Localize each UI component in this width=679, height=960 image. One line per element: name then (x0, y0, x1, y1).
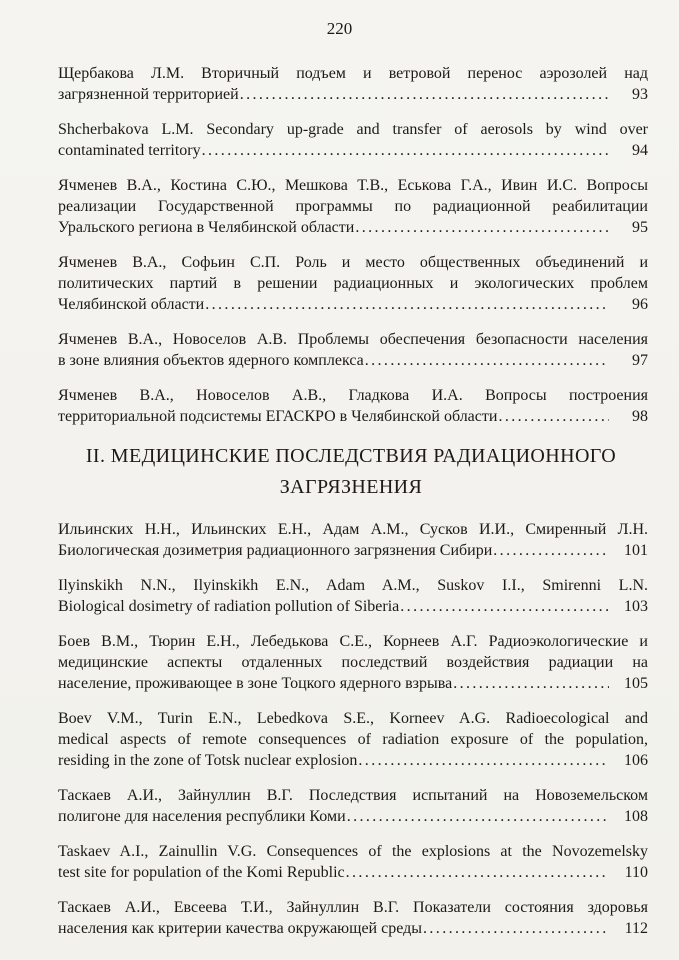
toc-entry-line: Щербакова Л.М. Вторичный подъем и ветровой перенос аэрозолей над (58, 65, 648, 82)
toc-entry-pagenum: 93 (632, 86, 648, 103)
dot-leader (365, 350, 609, 371)
toc-entry-pagenum: 103 (624, 598, 648, 615)
toc-entry-line: Таскаев А.И., Евсеева Т.И., Зайнуллин В.Г. Показатели состояния здоровья (58, 899, 648, 916)
toc-entry (58, 252, 648, 315)
dot-leader (358, 750, 609, 771)
toc-entry-lastline (58, 918, 648, 939)
toc-entry-line: загрязненной территорией (58, 86, 239, 103)
toc-entry (58, 63, 648, 105)
toc-entry-pagenum: 112 (624, 920, 648, 937)
toc-entry-pagenum: 95 (632, 219, 648, 236)
toc-entry-line: contaminated territory (58, 142, 201, 159)
dot-leader (346, 862, 609, 883)
toc-entry-lastline (58, 294, 648, 315)
dot-leader (205, 294, 609, 315)
toc-entry-line: residing in the zone of Totsk nuclear explosion (58, 752, 358, 769)
dot-leader (347, 806, 609, 827)
toc-entry-line: реализации Государственной программы по радиационной реабилитации (58, 198, 648, 215)
toc-entry-pagenum: 106 (624, 752, 648, 769)
toc-entry-lastline (58, 862, 648, 883)
toc-entry-pagenum: 94 (632, 142, 648, 159)
toc-entry (58, 897, 648, 939)
toc-entry-line: Ильинских Н.Н., Ильинских Е.Н., Адам А.М., Сусков И.И., Смиренный Л.Н. (58, 521, 648, 538)
toc-entry (58, 841, 648, 883)
toc-entry-line: Ячменев В.А., Софьин С.П. Роль и место общественных объединений и (58, 254, 648, 271)
toc-entry (58, 575, 648, 617)
section-heading: II. МЕДИЦИНСКИЕ ПОСЛЕДСТВИЯ РАДИАЦИОННОГО ЗАГРЯЗНЕНИЯ (85, 445, 617, 498)
toc-entry-pagenum: 96 (632, 296, 648, 313)
toc-entry (58, 175, 648, 238)
dot-leader (453, 673, 609, 694)
dot-leader (400, 596, 609, 617)
toc-entry-line: Ilyinskikh N.N., Ilyinskikh E.N., Adam A.M., Suskov I.I., Smirenni L.N. (58, 577, 648, 594)
toc-entry-pagenum: 97 (632, 352, 648, 369)
toc-entry-lastline (58, 350, 648, 371)
toc-entry-lastline (58, 217, 648, 238)
toc-entry-line: Ячменев В.А., Новоселов А.В., Гладкова И.А. Вопросы построения (58, 387, 648, 404)
toc-entry (58, 785, 648, 827)
toc-entry-lastline (58, 673, 648, 694)
toc-entry-line: Boev V.M., Turin E.N., Lebedkova S.E., Korneev A.G. Radioecological and (58, 710, 648, 727)
toc-entry-line: Боев В.М., Тюрин Е.Н., Лебедькова С.Е., Корнеев А.Г. Радиоэкологические и (58, 633, 648, 650)
toc-entry-lastline (58, 806, 648, 827)
toc-entry-line: Ячменев В.А., Новоселов А.В. Проблемы обеспечения безопасности населения (58, 331, 648, 348)
toc-entry-line: медицинские аспекты отдаленных последствий воздействия радиации на (58, 654, 648, 671)
page-number: 220 (326, 19, 353, 38)
dot-leader (355, 217, 609, 238)
toc-entry-pagenum: 105 (624, 675, 648, 692)
toc-entry-pagenum: 101 (624, 542, 648, 559)
toc-entry-line: полигоне для населения республики Коми (58, 808, 346, 825)
toc-entry-line: Taskaev A.I., Zainullin V.G. Consequences of the explosions at the Novozemelsky (58, 843, 648, 860)
toc-entry (58, 119, 648, 161)
toc-entry-lastline (58, 750, 648, 771)
toc-entry-line: medical aspects of remote consequences of radiation exposure of the population, (58, 731, 648, 748)
toc-entry-lastline (58, 140, 648, 161)
toc-entry-line: Shcherbakova L.M. Secondary up-grade and transfer of aerosols by wind over (58, 121, 648, 138)
toc-entry-line: территориальной подсистемы ЕГАСКРО в Челябинской области (58, 408, 498, 425)
toc-entry-line: в зоне влияния объектов ядерного комплекса (58, 352, 364, 369)
toc-entry-pagenum: 108 (624, 808, 648, 825)
toc-entry-line: политических партий в решении радиационных и экологических проблем (58, 275, 648, 292)
dot-leader (202, 140, 609, 161)
toc-entry-pagenum: 110 (624, 864, 648, 881)
toc-entry-line: test site for population of the Komi Republic (58, 864, 345, 881)
toc-entry (58, 708, 648, 771)
toc-entry (58, 631, 648, 694)
toc-entry-lastline (58, 406, 648, 427)
dot-leader (493, 540, 609, 561)
toc-entry (58, 329, 648, 371)
dot-leader (240, 84, 609, 105)
toc-entry-lastline (58, 84, 648, 105)
toc-entry-line: Biological dosimetry of radiation pollution of Siberia (58, 598, 400, 615)
toc-entry-line: Уральского региона в Челябинской области (58, 219, 355, 236)
toc-entry-pagenum: 98 (632, 408, 648, 425)
toc-entry (58, 519, 648, 561)
toc-entry-lastline (58, 540, 648, 561)
toc-entry-line: населения как критерии качества окружающей среды (58, 920, 422, 937)
toc-entry-line: население, проживающее в зоне Тоцкого ядерного взрыва (58, 675, 453, 692)
toc-entry (58, 385, 648, 427)
toc-entry-lastline (58, 596, 648, 617)
dot-leader (423, 918, 609, 939)
toc-entry-line: Биологическая дозиметрия радиационного загрязнения Сибири (58, 542, 493, 559)
toc-entry-line: Ячменев В.А., Костина С.Ю., Мешкова Т.В., Еськова Г.А., Ивин И.С. Вопросы (58, 177, 648, 194)
toc-entry-line: Челябинской области (58, 296, 205, 313)
toc-entry-line: Таскаев А.И., Зайнуллин В.Г. Последствия испытаний на Новоземельском (58, 787, 648, 804)
dot-leader (498, 406, 609, 427)
